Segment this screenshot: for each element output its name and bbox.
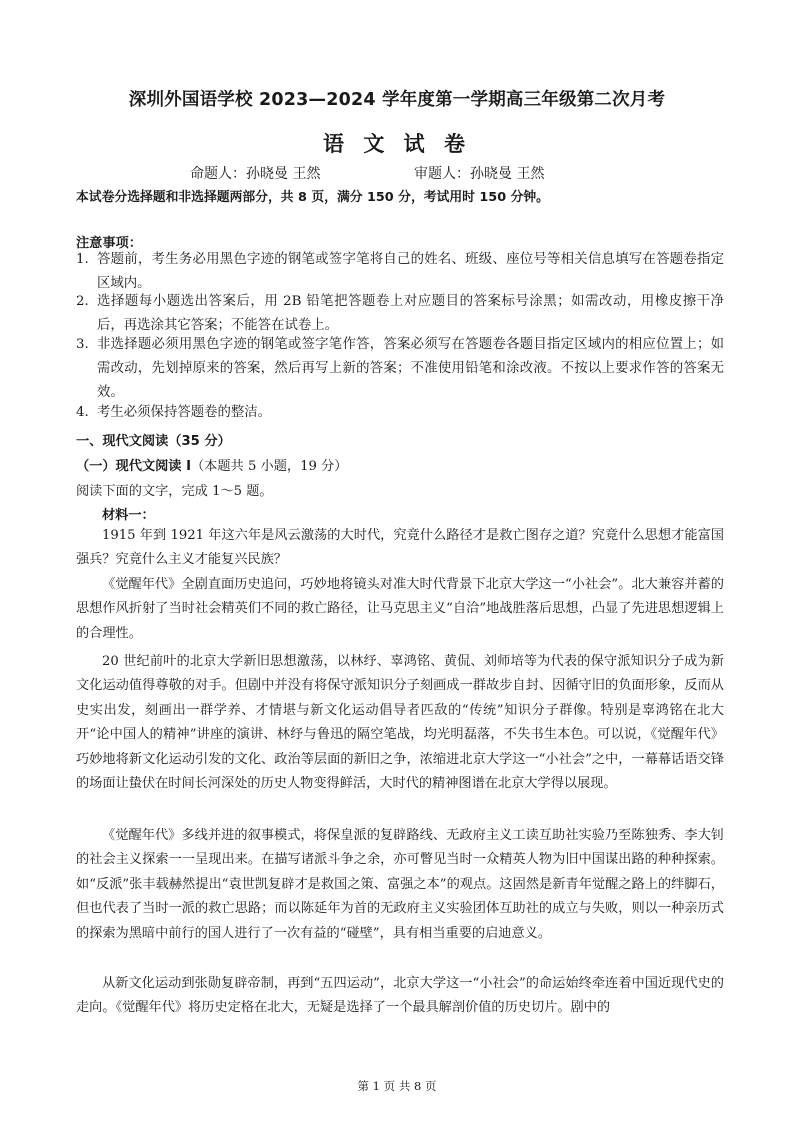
notice-item (76, 248, 724, 296)
reading-instruction: 阅读下面的文字，完成 1～5 题。 (76, 484, 273, 499)
notice-item (76, 333, 724, 405)
reviewer-info: 审题人：孙晓曼 王然 (414, 166, 545, 182)
page-number: 第 1 页 共 8 页 (357, 1079, 437, 1093)
body-paragraph: 《觉醒年代》全剧直面历史追问，巧妙地将镜头对准大时代背景下北京大学这一“小社会”。北大兼容并蓄的思想作风折射了当时社会精英们不同的救亡路径，让马克思主义“自洽”地战胜落后思想，凸显了先进思想逻辑上的合理性。 (76, 577, 724, 641)
notice-heading: 注意事项： (76, 236, 142, 251)
notice-text: 答题前，考生务必用黑色字迹的钢笔或签字笔将自己的姓名、班级、座位号等相关信息填写在答题卷指定区域内。 (97, 252, 724, 291)
body-paragraph: 从新文化运动到张勋复辟帝制，再到“五四运动”，北京大学这一“小社会”的命运始终牵连着中国近现代史的走向。《觉醒年代》将历史定格在北大，无疑是选择了一个最具解剖价值的历史切片。剧中的 (76, 976, 724, 1016)
exam-title: 深圳外国语学校 2023—2024 学年度第一学期高三年级第二次月考 (128, 90, 666, 110)
notice-text: 考生必须保持答题卷的整洁。 (97, 405, 272, 420)
body-paragraph: 20 世纪前叶的北京大学新旧思想激荡，以林纾、辜鸿铭、黄侃、刘师培等为代表的保守派知识分子成为新文化运动值得尊敬的对手。但剧中并没有将保守派知识分子刻画成一群故步自封、因循守旧的负面形象，反而从史实出发，刻画出一群学养、才情堪与新文化运动倡导者匹敌的“传统”知识分子群像。特别是辜鸿铭在北大开“论中国人的精神”讲座的演讲、林纾与鲁迅的隔空笔战，均光明磊落，不失书生本色。可以说，《觉醒年代》巧妙地将新文化运动引发的文化、政治等层面的新旧之争，浓缩进北京大学这一“小社会”之中，一幕幕话语交锋的场面让蛰伏在时间长河深处的历史人物变得鲜活，大时代的精神图谱在北京大学得以展现。 (76, 654, 724, 792)
section-heading: 一、现代文阅读（35 分） (76, 434, 231, 449)
notice-number: 4. (76, 405, 89, 420)
subsection-score: （本题共 5 小题，19 分） (191, 459, 348, 474)
body-paragraph: 《觉醒年代》多线并进的叙事模式，将保皇派的复辟路线、无政府主义工读互助社实验乃至陈独秀、李大钊的社会主义探索一一呈现出来。在描写诸派斗争之余，亦可瞥见当时一众精英人物为旧中国谋出路的种种探索。如“反派”张丰载赫然提出“袁世凯复辟才是救国之策、富强之本”的观点。这固然是新青年觉醒之路上的绊脚石，但也代表了当时一派的救亡思路；而以陈延年为首的无政府主义实验团体互助社的成立与失败，则以一种亲历式的探索为黑暗中前行的国人进行了一次有益的“碰壁”，具有相当重要的启迪意义。 (76, 828, 724, 941)
notice-item (76, 290, 724, 338)
exam-info: 本试卷分选择题和非选择题两部分，共 8 页，满分 150 分，考试用时 150 分钟。 (76, 190, 549, 205)
body-paragraph: 1915 年到 1921 年这六年是风云激荡的大时代，究竟什么路径才是救亡图存之道？究竟什么思想才能富国强兵？究竟什么主义才能复兴民族？ (76, 528, 724, 568)
subsection-title: （一）现代文阅读 I (76, 459, 191, 474)
notice-number: 3. (76, 337, 89, 352)
subsection-heading (76, 455, 347, 474)
setter-info: 命题人：孙晓曼 王然 (190, 166, 321, 182)
subject-title: 语 文 试 卷 (323, 132, 471, 156)
notice-item (76, 401, 724, 425)
notice-number: 1. (76, 252, 89, 267)
notice-text: 选择题每小题选出答案后，用 2B 铅笔把答题卷上对应题目的答案标号涂黑；如需改动，用橡皮擦干净后，再选涂其它答案；不能答在试卷上。 (97, 294, 724, 333)
notice-number: 2. (76, 294, 89, 309)
notice-text: 非选择题必须用黑色字迹的钢笔或签字笔作答，答案必须写在答题卷各题目指定区域内的相应位置上；如需改动，先划掉原来的答案，然后再写上新的答案；不准使用铅笔和涂改液。不按以上要求作答的答案无效。 (97, 337, 724, 400)
material-label: 材料一： (102, 508, 155, 523)
